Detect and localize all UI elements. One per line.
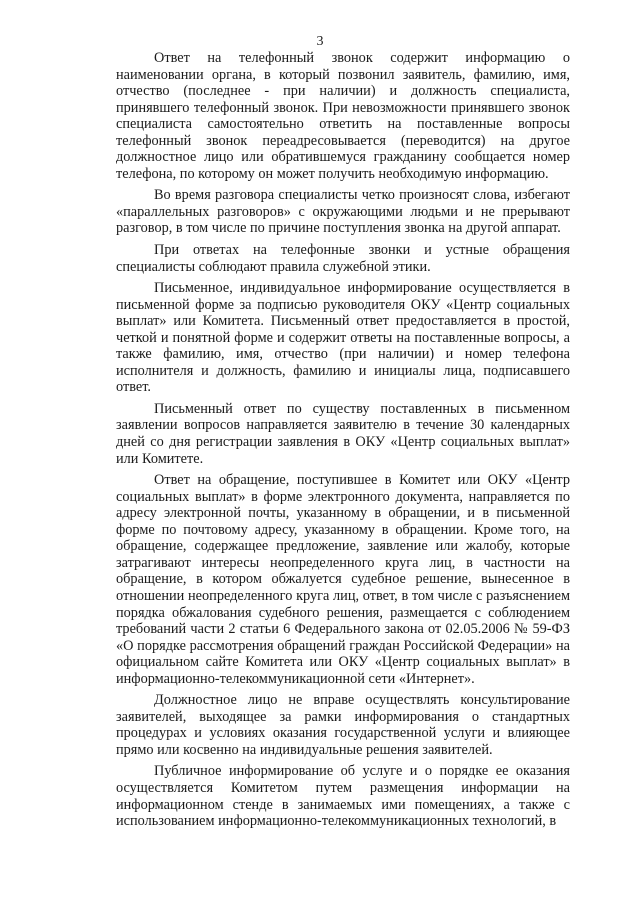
- paragraph-written-answer-term: Письменный ответ по существу поставленных в письменном заявлении вопросов направляется заявителю в течение 30 календарных дней со дня регистрации заявления в ОКУ «Центр социальных выплат» или Комитете.: [116, 400, 570, 467]
- page-number: 3: [316, 34, 324, 49]
- paragraph-official-limits: Должностное лицо не вправе осуществлять консультирование заявителей, выходящее за рамки информирования о стандартных процедурах и условиях оказания государственной услуги и влияющее прямо или косвенно на индивидуальные решения заявителей.: [116, 692, 570, 758]
- paragraph-written-informing: Письменное, индивидуальное информирование осуществляется в письменной форме за подписью руководителя ОКУ «Центр социальных выплат» или Комитета. Письменный ответ предоставляется в простой, четкой и понятной форме и содержит ответы на поставленные вопросы, а также фамилию, имя, отчество (при наличии) и номер телефона исполнителя и должность, фамилию и инициалы лица, подписавшего ответ.: [116, 280, 570, 396]
- paragraph-phone-answer: Ответ на телефонный звонок содержит информацию о наименовании органа, в который позвонил заявитель, фамилию, имя, отчество (последнее - при наличии) и должность специалиста, принявшего телефонный звонок. При невозможности принявшего звонок специалиста самостоятельно ответить на поставленные вопросы телефонный звонок переадресовывается (переводится) на другое должностное лицо или обратившемуся гражданину сообщается номер телефона, по которому он может получить необходимую информацию.: [116, 50, 570, 182]
- paragraph-electronic-appeal: Ответ на обращение, поступившее в Комитет или ОКУ «Центр социальных выплат» в форме электронного документа, направляется по адресу электронной почты, указанному в обращении, и в письменной форме по почтовому адресу, указанному в обращении. Кроме того, на обращение, содержащее предложение, заявление или жалобу, которые затрагивают интересы неопределенного круга лиц, в частности на обращение, в котором обжалуется судебное решение, вынесенное в отношении неопределенного круга лиц, ответ, в том числе с разъяснением порядка обжалования судебного решения, размещается с соблюдением требований части 2 статьи 6 Федерального закона от 02.05.2006 № 59-ФЗ «О порядке рассмотрения обращений граждан Российской Федерации» на официальном сайте Комитета или ОКУ «Центр социальных выплат» в информационно-телекоммуникационной сети «Интернет».: [116, 472, 570, 687]
- paragraph-public-informing: Публичное информирование об услуге и о порядке ее оказания осуществляется Комитетом путем размещения информации на информационном стенде в занимаемых ими помещениях, а также с использованием информационно-телекоммуникационных технологий, в: [116, 763, 570, 830]
- document-body: [116, 50, 570, 835]
- paragraph-service-ethics: При ответах на телефонные звонки и устные обращения специалисты соблюдают правила служебной этики.: [116, 242, 570, 275]
- paragraph-conversation-rules: Во время разговора специалисты четко произносят слова, избегают «параллельных разговоров» с окружающими людьми и не прерывают разговор, в том числе по причине поступления звонка на другой аппарат.: [116, 187, 570, 237]
